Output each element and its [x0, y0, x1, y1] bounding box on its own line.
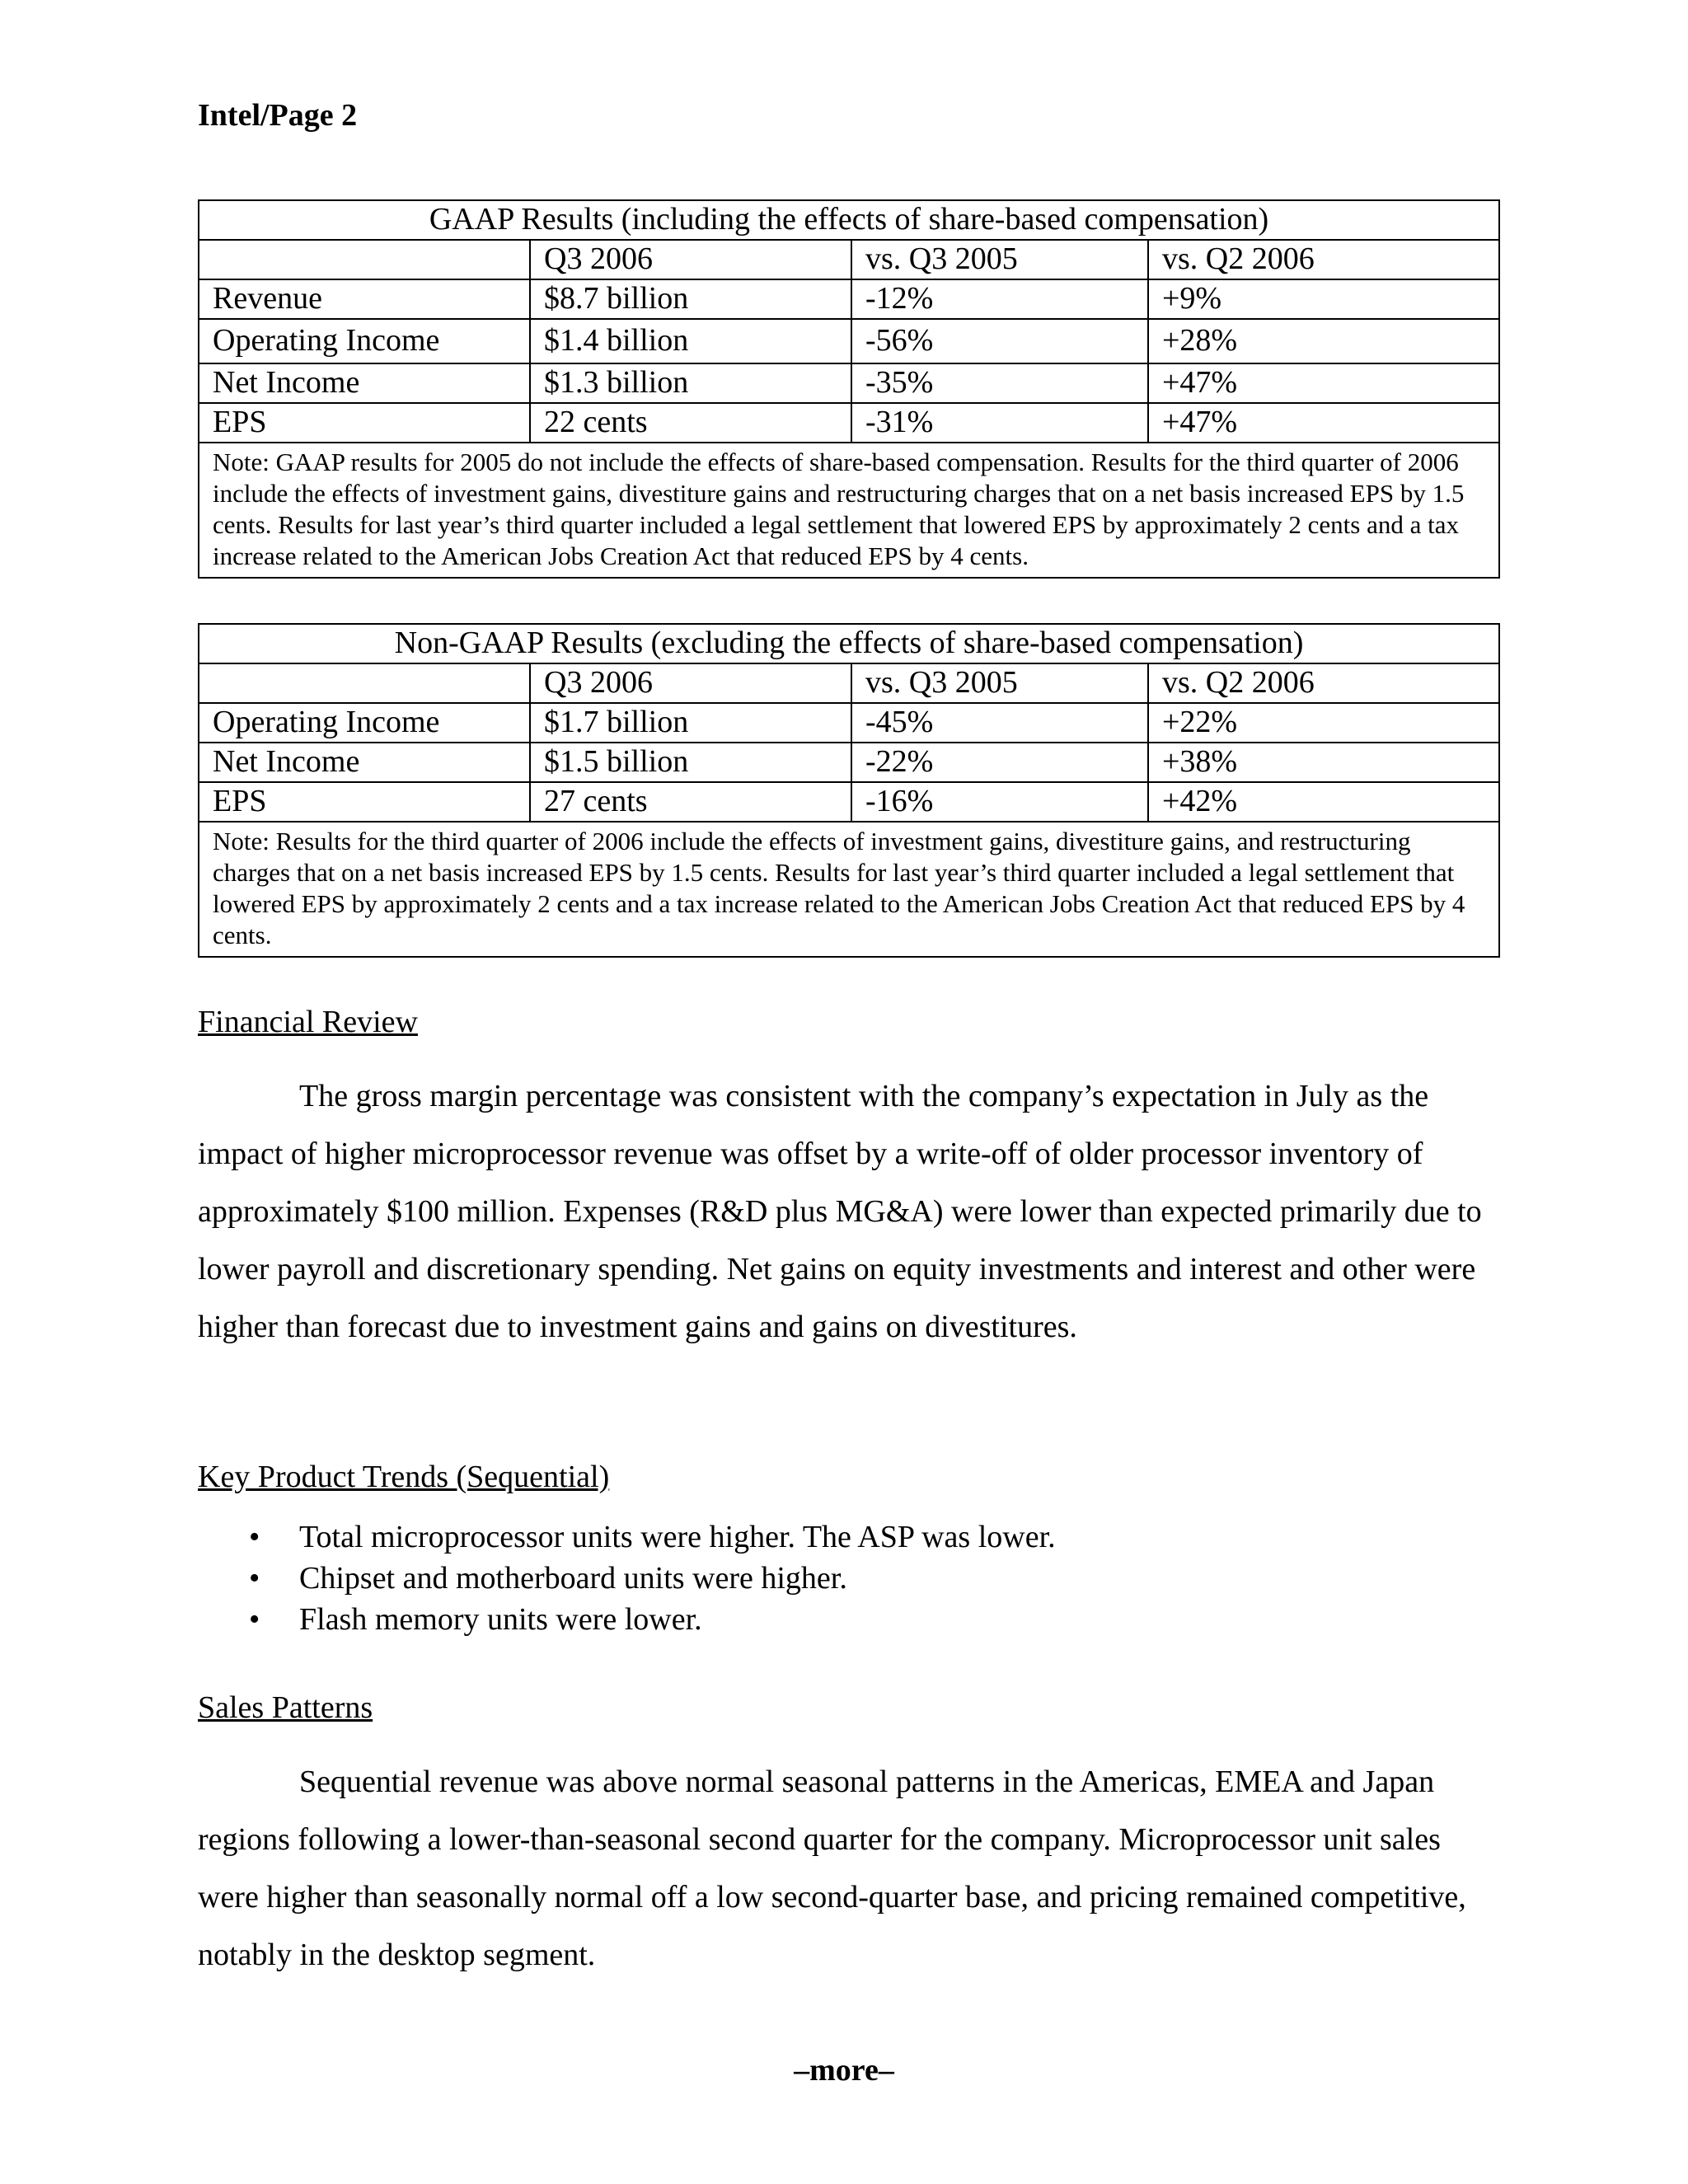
table-cell: 27 cents: [530, 782, 851, 822]
table-cell: $1.5 billion: [530, 743, 851, 782]
table-row: [199, 703, 1499, 743]
list-item: [198, 1516, 1056, 1558]
table-header-row: [199, 663, 1499, 703]
table-header-row: [199, 240, 1499, 279]
table-cell: +9%: [1148, 279, 1499, 319]
table-cell: +28%: [1148, 319, 1499, 363]
table-note: Note: GAAP results for 2005 do not include the effects of share-based compensation. Results for the third quarter of 2006 include the effects of investment gains, divestiture gains and restructuring charges that on a net basis increased EPS by 1.5 cents. Results for last year’s third quarter included a legal settlement that lowered EPS by approximately 2 cents and a tax increase related to the American Jobs Creation Act that reduced EPS by 4 cents.: [199, 443, 1499, 578]
page-header: Intel/Page 2: [198, 98, 358, 133]
list-item: [198, 1558, 1056, 1599]
table-note-row: [199, 443, 1499, 578]
table-row: [199, 319, 1499, 363]
list-item-text: Chipset and motherboard units were higher.: [299, 1561, 847, 1596]
table-title: GAAP Results (including the effects of share-based compensation): [199, 200, 1499, 240]
table-cell: $1.4 billion: [530, 319, 851, 363]
row-label: Revenue: [199, 279, 530, 319]
table-row: [199, 363, 1499, 403]
table-cell: -12%: [851, 279, 1148, 319]
nongaap-results-table: [198, 623, 1500, 958]
row-label: EPS: [199, 403, 530, 443]
table-row: [199, 279, 1499, 319]
more-indicator: –more–: [794, 2053, 894, 2088]
row-label: EPS: [199, 782, 530, 822]
table-cell: -16%: [851, 782, 1148, 822]
table-row: [199, 403, 1499, 443]
list-item: [198, 1599, 1056, 1640]
table-cell: +42%: [1148, 782, 1499, 822]
column-header: vs. Q2 2006: [1148, 663, 1499, 703]
table-cell: -56%: [851, 319, 1148, 363]
column-header: [199, 663, 530, 703]
column-header: Q3 2006: [530, 663, 851, 703]
bullet-icon: •: [249, 1520, 260, 1554]
list-item-text: Total microprocessor units were higher. The ASP was lower.: [299, 1520, 1056, 1554]
row-label: Operating Income: [199, 319, 530, 363]
table-title-row: [199, 200, 1499, 240]
table-cell: +47%: [1148, 403, 1499, 443]
table-cell: -35%: [851, 363, 1148, 403]
table-cell: $1.7 billion: [530, 703, 851, 743]
bullet-icon: •: [249, 1602, 260, 1637]
table-cell: +22%: [1148, 703, 1499, 743]
column-header: vs. Q2 2006: [1148, 240, 1499, 279]
table-cell: +38%: [1148, 743, 1499, 782]
table-cell: -45%: [851, 703, 1148, 743]
row-label: Operating Income: [199, 703, 530, 743]
table-cell: $8.7 billion: [530, 279, 851, 319]
financial-review-heading: Financial Review: [198, 1005, 418, 1039]
key-product-trends-list: [198, 1516, 1056, 1640]
financial-review-paragraph: The gross margin percentage was consistent with the company’s expectation in July as the impact of higher microprocessor revenue was offset by a write-off of older processor inventory of approximately $100 million. Expenses (R&D plus MG&A) were lower than expected primarily due to lower payroll and discretionary spending. Net gains on equity investments and interest and other were higher than forecast due to investment gains and gains on divestitures.: [198, 1079, 1482, 1344]
sales-patterns-paragraph: Sequential revenue was above normal seasonal patterns in the Americas, EMEA and Japan regions following a lower-than-seasonal second quarter for the company. Microprocessor unit sales were higher than seasonally normal off a low second-quarter base, and pricing remained competitive, notably in the desktop segment.: [198, 1765, 1466, 1972]
sales-patterns-heading: Sales Patterns: [198, 1690, 373, 1725]
key-product-trends-heading: Key Product Trends (Sequential): [198, 1460, 610, 1494]
table-note: Note: Results for the third quarter of 2006 include the effects of investment gains, divestiture gains, and restructuring charges that on a net basis increased EPS by 1.5 cents. Results for last year’s third quarter included a legal settlement that lowered EPS by approximately 2 cents and a tax increase related to the American Jobs Creation Act that reduced EPS by 4 cents.: [199, 822, 1499, 957]
table-row: [199, 743, 1499, 782]
column-header: Q3 2006: [530, 240, 851, 279]
row-label: Net Income: [199, 743, 530, 782]
table-cell: -22%: [851, 743, 1148, 782]
row-label: Net Income: [199, 363, 530, 403]
column-header: [199, 240, 530, 279]
table-title-row: [199, 624, 1499, 663]
table-cell: -31%: [851, 403, 1148, 443]
column-header: vs. Q3 2005: [851, 240, 1148, 279]
list-item-text: Flash memory units were lower.: [299, 1602, 702, 1637]
table-cell: $1.3 billion: [530, 363, 851, 403]
column-header: vs. Q3 2005: [851, 663, 1148, 703]
bullet-icon: •: [249, 1561, 260, 1596]
table-cell: +47%: [1148, 363, 1499, 403]
table-cell: 22 cents: [530, 403, 851, 443]
table-note-row: [199, 822, 1499, 957]
gaap-results-table: [198, 199, 1500, 579]
table-title: Non-GAAP Results (excluding the effects of share-based compensation): [199, 624, 1499, 663]
table-row: [199, 782, 1499, 822]
